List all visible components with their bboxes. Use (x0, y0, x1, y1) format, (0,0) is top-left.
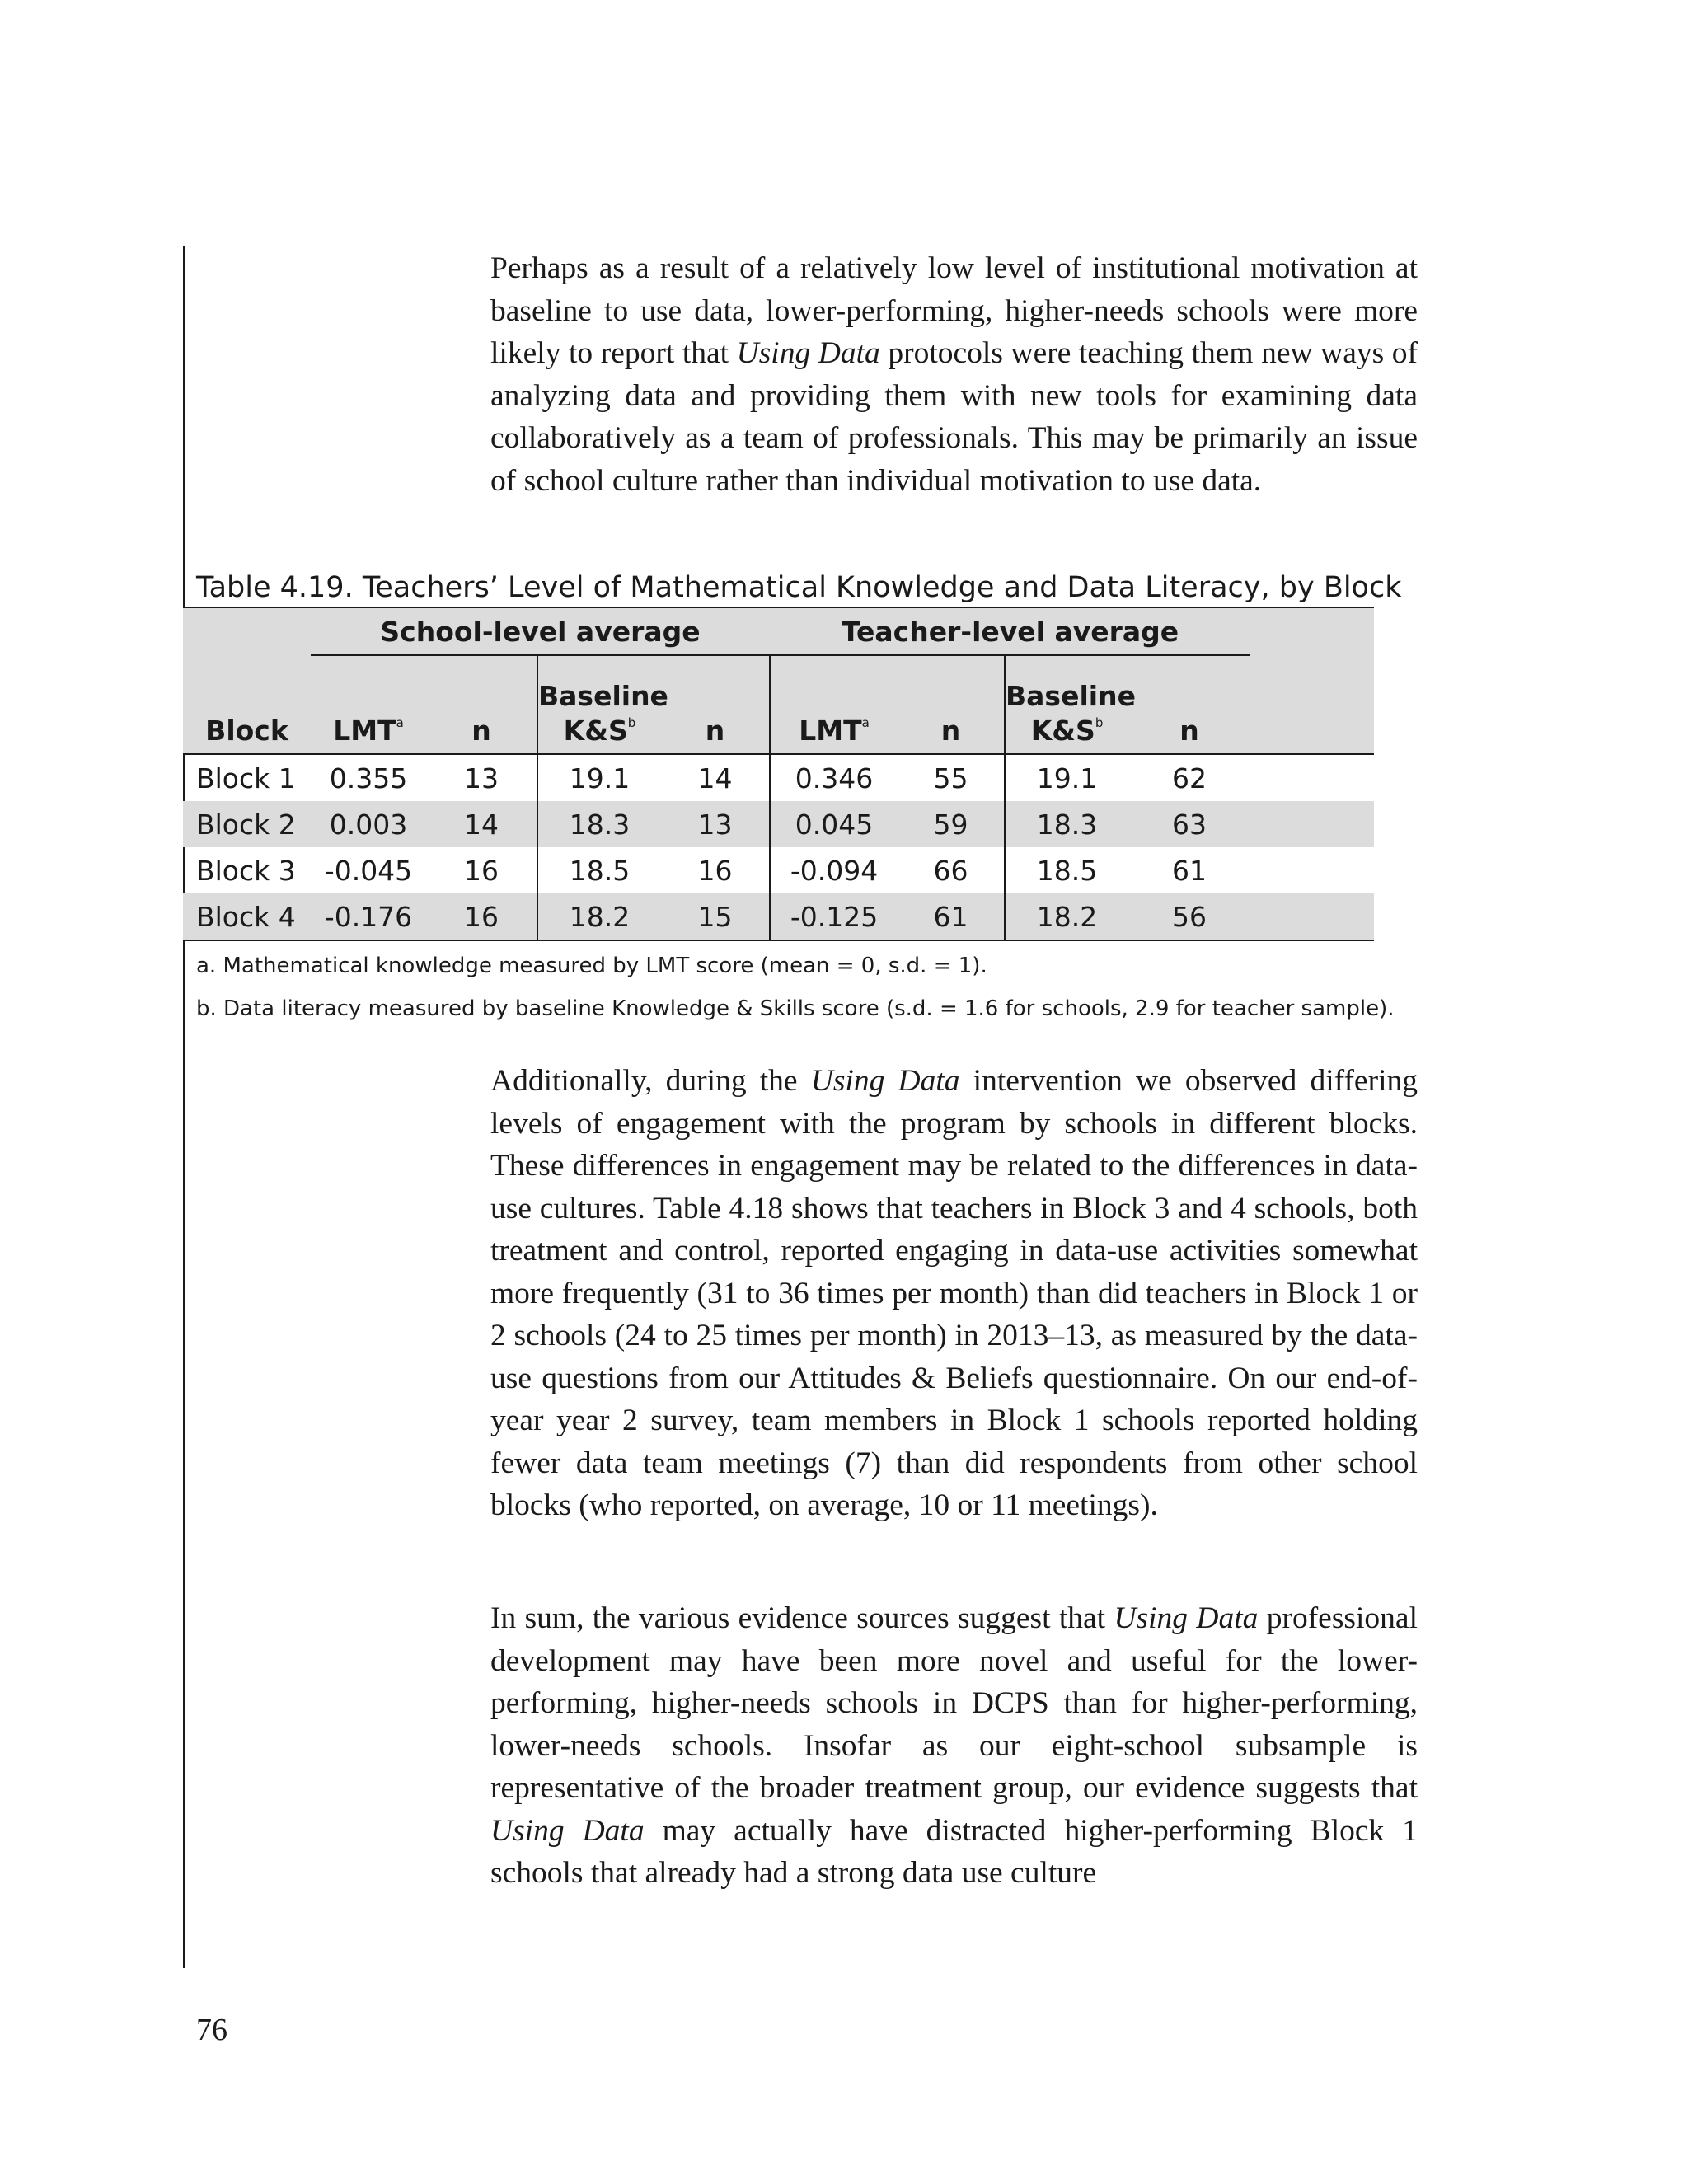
col-header-school-ks-n: n (661, 655, 770, 754)
col-header-school-lmt-n: n (426, 655, 537, 754)
col-header-school-lmt: LMT$^a$ (311, 655, 426, 754)
paragraph-3-emphasis: Using Data (1114, 1601, 1259, 1635)
paragraph-3-text: In sum, the various evidence sources suggest that (490, 1601, 1114, 1635)
paragraph-2-text: Additionally, during the (490, 1064, 811, 1098)
paragraph-3-text-end: may actually have distracted higher-performing Block 1 schools that already had a strong data use culture (490, 1813, 1418, 1890)
table-4-19 (183, 569, 1402, 1030)
school-level-header: School-level average (311, 607, 770, 655)
paragraph-3 (490, 1597, 1418, 1895)
paragraph-1-emphasis: Using Data (736, 336, 880, 370)
col-header-teacher-ks-n: n (1128, 655, 1250, 754)
col-header-teacher-lmt: LMT$^a$ (770, 655, 898, 754)
margin-rule (183, 246, 185, 1968)
table-caption: Table 4.19. Teachers’ Level of Mathematical Knowledge and Data Literacy, by Block (196, 571, 1402, 604)
page-number: 76 (196, 2013, 227, 2047)
group-header-row (183, 607, 1374, 655)
paragraph-2-text-cont: intervention we observed differing levels of engagement with the program by schools in different blocks. These differences in engagement may be related to the differences in data-use cultures. Table 4.18 shows that teachers in Block 3 and 4 schools, both treatment and control, reported engaging in data-use activities somewhat more frequently (31 to 36 times per month) than did teachers in Block 1 or 2 schools (24 to 25 times per month) in 2013–13, as measured by the data-use questions from our Attitudes & Beliefs questionnaire. On our end-of-year year 2 survey, team members in Block 1 schools reported holding fewer data team meetings (7) than did respondents from other school blocks (who reported, on average, 10 or 11 meetings). (490, 1064, 1418, 1522)
paragraph-2-emphasis: Using Data (810, 1064, 960, 1098)
paragraph-2 (490, 1060, 1418, 1527)
col-header-block: Block (183, 655, 311, 754)
paragraph-1-text: Perhaps as a result of a relatively low level of institutional motivation at baseline to use data, lower-performing, higher-needs schools were more likely to report that (490, 251, 1418, 370)
table-row: Block 4 -0.176 16 18.2 15 -0.125 61 18.2 56 (183, 893, 1374, 940)
data-table (183, 607, 1374, 941)
col-header-teacher-ks: Baseline K&S$^b$ (1005, 655, 1128, 754)
table-note-b: b. Data literacy measured by baseline Knowledge & Skills score (s.d. = 1.6 for schools, 2.9 for teacher sample). (196, 996, 1395, 1021)
paragraph-3-emphasis-2: Using Data (490, 1813, 645, 1848)
col-header-school-ks: Baseline K&S$^b$ (537, 655, 661, 754)
paragraph-1-text-cont: protocols were teaching them new ways of analyzing data and providing them with new tools for examining data collaboratively as a team of professionals. This may be primarily an issue of school culture rather than individual motivation to use data. (490, 336, 1418, 498)
table-row: Block 2 0.003 14 18.3 13 0.045 59 18.3 63 (183, 801, 1374, 847)
table-row: Block 1 0.355 13 19.1 14 0.346 55 19.1 62 (183, 754, 1374, 801)
paragraph-1 (490, 247, 1418, 502)
col-header-teacher-lmt-n: n (898, 655, 1005, 754)
table-notes (183, 941, 1395, 1030)
column-header-row (183, 655, 1374, 754)
table-row: Block 3 -0.045 16 18.5 16 -0.094 66 18.5 61 (183, 847, 1374, 893)
table-note-a: a. Mathematical knowledge measured by LMT score (mean = 0, s.d. = 1). (196, 954, 987, 978)
paragraph-3-text-cont: professional development may have been more novel and useful for the lower-performing, higher-needs schools in DCPS than for higher-performing, lower-needs schools. Insofar as our eight-school subsample is representative of the broader treatment group, our evidence suggests that (490, 1601, 1418, 1805)
teacher-level-header: Teacher-level average (770, 607, 1250, 655)
